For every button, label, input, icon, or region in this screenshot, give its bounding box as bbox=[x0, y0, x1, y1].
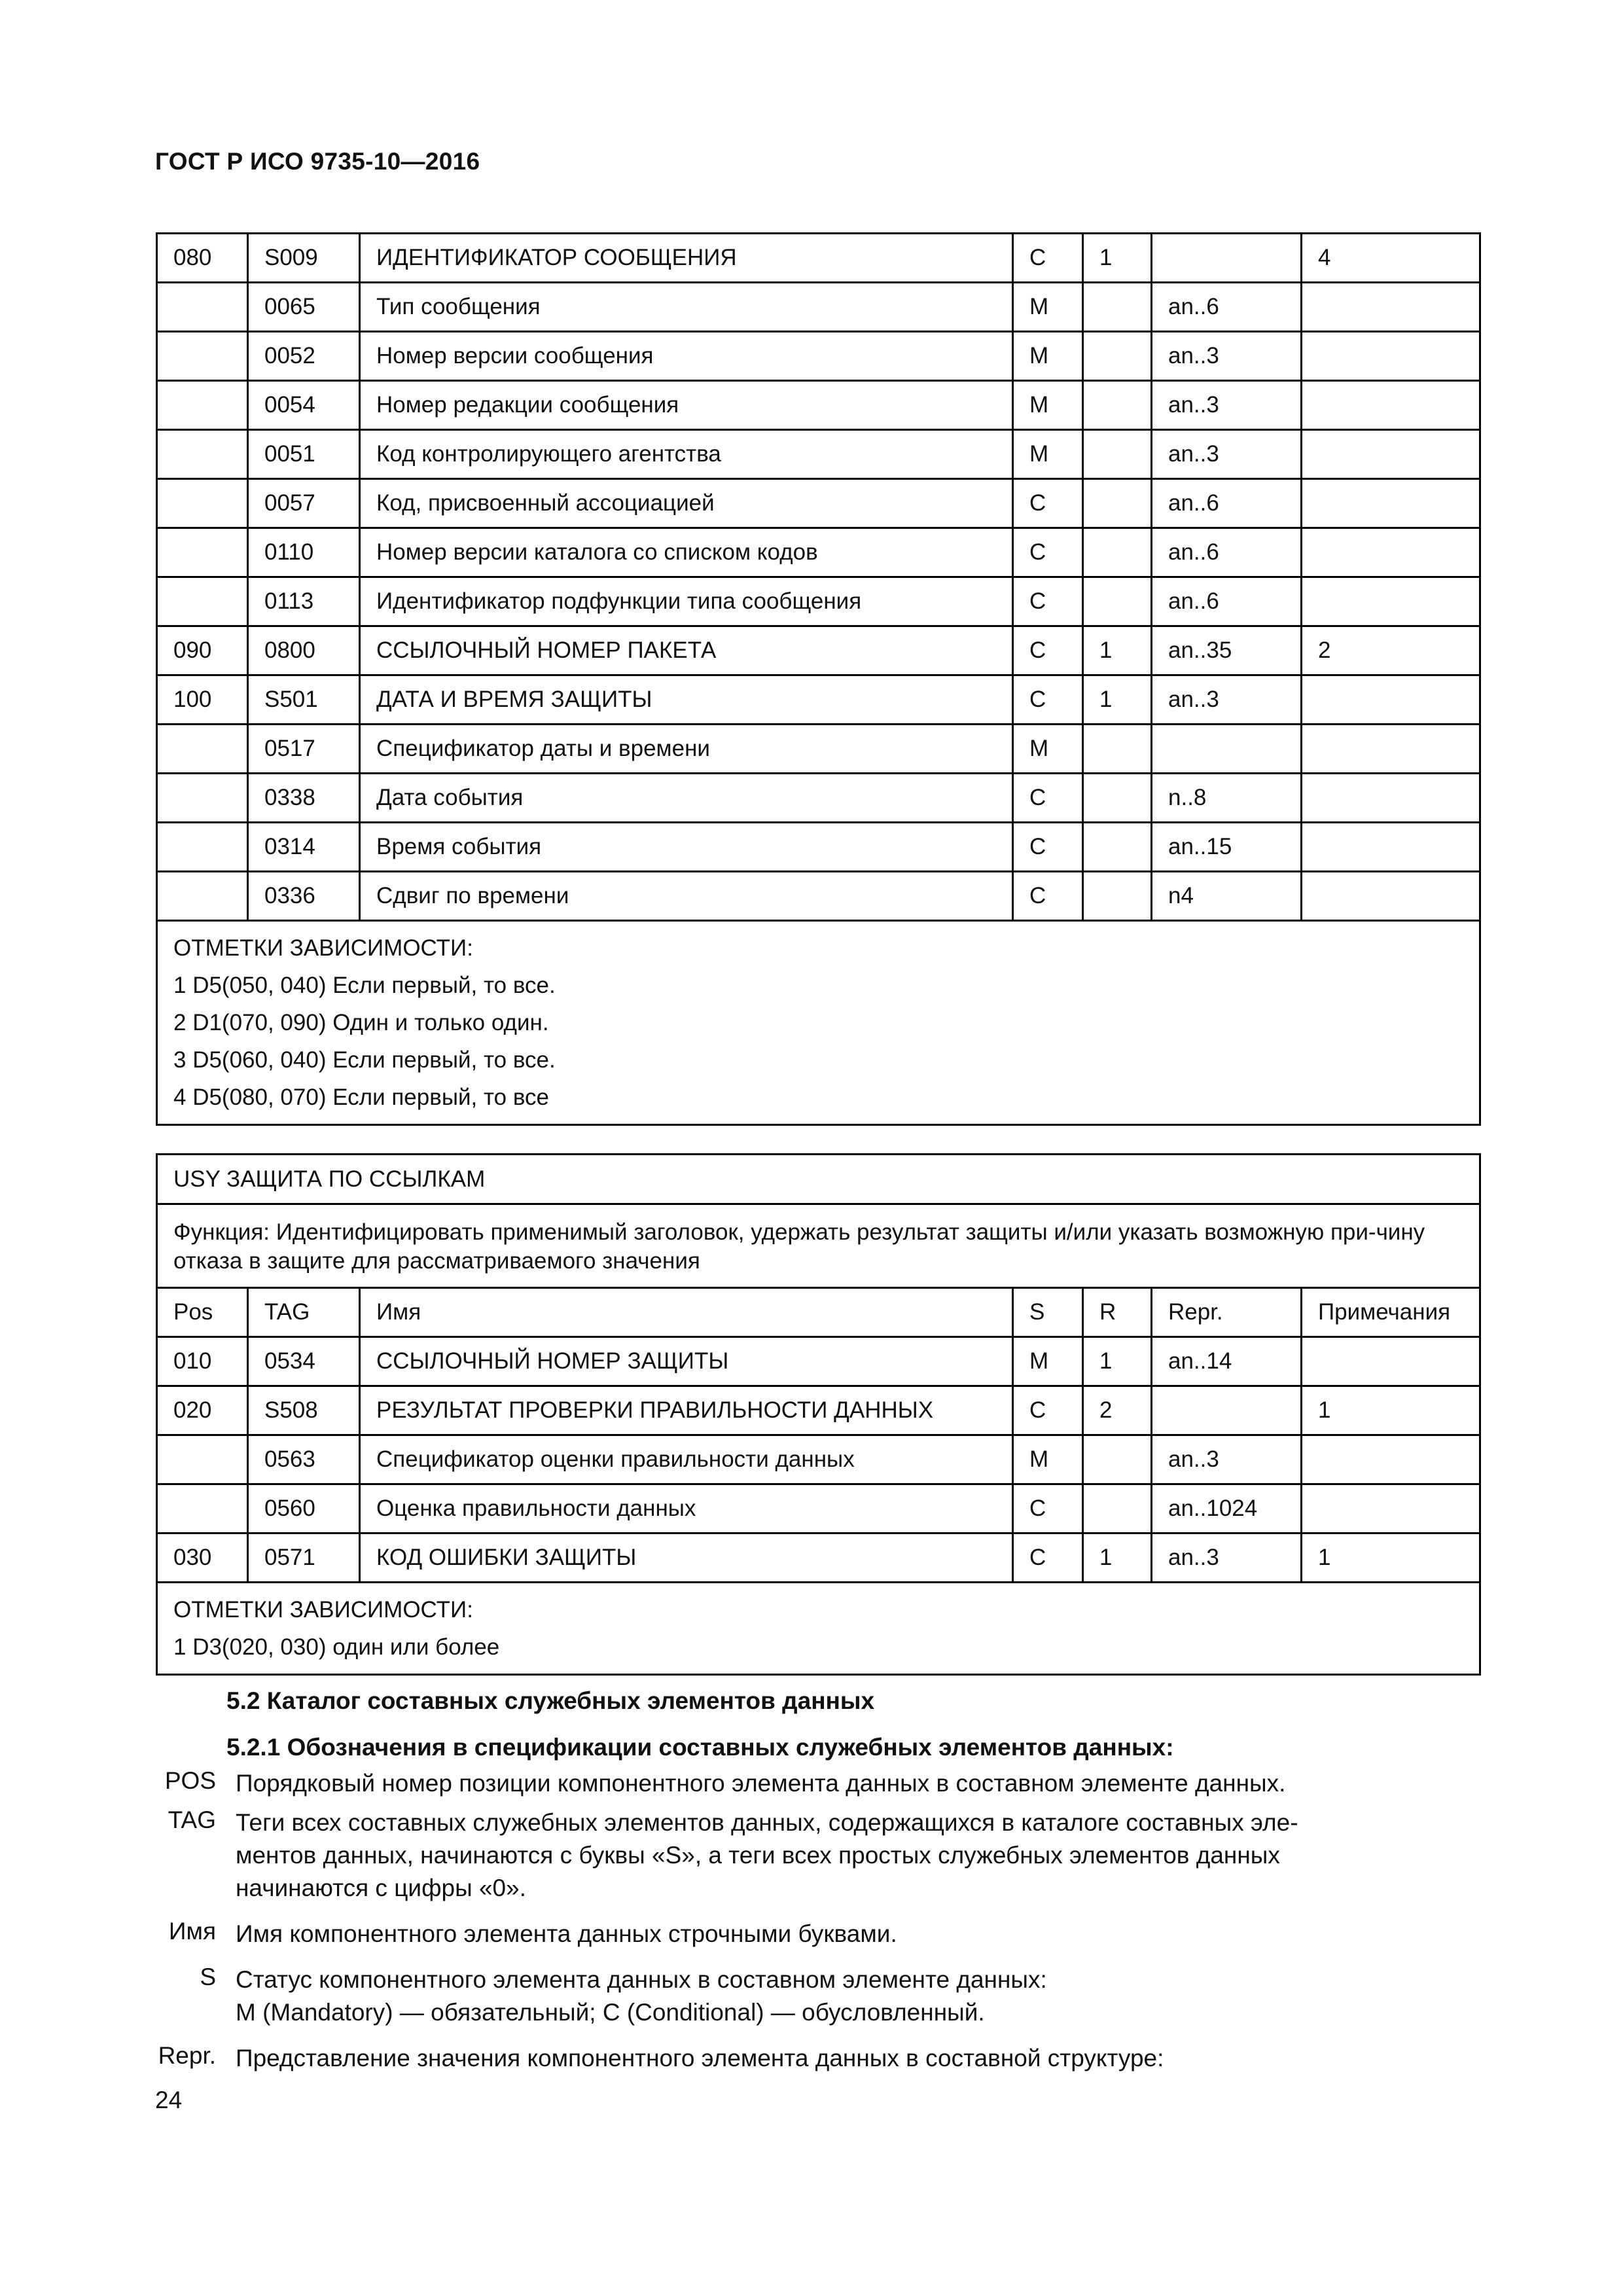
table-cell: S508 bbox=[248, 1386, 360, 1435]
table-cell: n..8 bbox=[1152, 774, 1302, 823]
table-row bbox=[157, 528, 1480, 577]
table-cell: M bbox=[1013, 1435, 1083, 1484]
table-cell bbox=[1152, 234, 1302, 283]
definition-text bbox=[236, 2042, 1486, 2075]
table-cell: Код контролирующего агентства bbox=[360, 430, 1013, 479]
definition-term: POS bbox=[164, 1767, 216, 1794]
table-cell: 0065 bbox=[248, 283, 360, 332]
table-cell bbox=[157, 1484, 248, 1534]
table-cell: C bbox=[1013, 626, 1083, 675]
table-cell: 0051 bbox=[248, 430, 360, 479]
table-cell: Спецификатор даты и времени bbox=[360, 725, 1013, 774]
table-cell: 010 bbox=[157, 1337, 248, 1386]
table-cell: 0314 bbox=[248, 823, 360, 872]
table-cell: Спецификатор оценки правильности данных bbox=[360, 1435, 1013, 1484]
table-cell: 0054 bbox=[248, 381, 360, 430]
table-cell: 1 bbox=[1083, 1534, 1152, 1583]
table-cell: 1 bbox=[1083, 675, 1152, 725]
table-cell: S501 bbox=[248, 675, 360, 725]
table-cell: C bbox=[1013, 774, 1083, 823]
table-cell bbox=[1302, 430, 1480, 479]
table-cell bbox=[1083, 1484, 1152, 1534]
table-cell bbox=[1302, 528, 1480, 577]
table-cell bbox=[1083, 528, 1152, 577]
definition-text bbox=[236, 1767, 1486, 1800]
table-cell: 1 bbox=[1302, 1386, 1480, 1435]
table-cell: C bbox=[1013, 1386, 1083, 1435]
table-cell bbox=[157, 823, 248, 872]
table-cell: 0110 bbox=[248, 528, 360, 577]
table-cell: an..35 bbox=[1152, 626, 1302, 675]
table-cell bbox=[1302, 381, 1480, 430]
table-cell: ССЫЛОЧНЫЙ НОМЕР ПАКЕТА bbox=[360, 626, 1013, 675]
header-row bbox=[157, 1288, 1480, 1337]
table-cell bbox=[157, 430, 248, 479]
table-row bbox=[157, 725, 1480, 774]
table-cell: M bbox=[1013, 283, 1083, 332]
table-row bbox=[157, 479, 1480, 528]
table-cell: 030 bbox=[157, 1534, 248, 1583]
table-cell bbox=[1302, 823, 1480, 872]
table-cell: M bbox=[1013, 430, 1083, 479]
table-cell bbox=[1302, 479, 1480, 528]
table-cell: Дата события bbox=[360, 774, 1013, 823]
column-header: Repr. bbox=[1152, 1288, 1302, 1337]
section-heading: 5.2 Каталог составных служебных элементов данных bbox=[226, 1687, 875, 1714]
table-cell: 1 bbox=[1083, 626, 1152, 675]
table-cell: 0571 bbox=[248, 1534, 360, 1583]
table-cell: 080 bbox=[157, 234, 248, 283]
table-cell bbox=[1302, 675, 1480, 725]
table-cell bbox=[1083, 430, 1152, 479]
definition-text bbox=[236, 1918, 1486, 1950]
table-cell bbox=[157, 577, 248, 626]
table-cell: РЕЗУЛЬТАТ ПРОВЕРКИ ПРАВИЛЬНОСТИ ДАННЫХ bbox=[360, 1386, 1013, 1435]
table-cell bbox=[1083, 332, 1152, 381]
table-cell: 0057 bbox=[248, 479, 360, 528]
table-cell: M bbox=[1013, 381, 1083, 430]
table-row bbox=[157, 1484, 1480, 1534]
table-cell bbox=[1302, 1484, 1480, 1534]
table-row bbox=[157, 1337, 1480, 1386]
column-header: S bbox=[1013, 1288, 1083, 1337]
table-row bbox=[157, 1386, 1480, 1435]
table-cell: an..15 bbox=[1152, 823, 1302, 872]
table-row bbox=[157, 823, 1480, 872]
table-row bbox=[157, 1435, 1480, 1484]
table-cell: 4 bbox=[1302, 234, 1480, 283]
note-line: 4 D5(080, 070) Если первый, то все bbox=[173, 1085, 549, 1110]
table-cell: Идентификатор подфункции типа сообщения bbox=[360, 577, 1013, 626]
table-cell: 0800 bbox=[248, 626, 360, 675]
note-line: ОТМЕТКИ ЗАВИСИМОСТИ: bbox=[173, 935, 473, 961]
table-cell bbox=[1302, 774, 1480, 823]
table-cell: Код, присвоенный ассоциацией bbox=[360, 479, 1013, 528]
table-cell bbox=[1083, 823, 1152, 872]
table-cell: an..6 bbox=[1152, 577, 1302, 626]
table-cell bbox=[1083, 577, 1152, 626]
note-line: ОТМЕТКИ ЗАВИСИМОСТИ: bbox=[173, 1597, 473, 1623]
table-cell: an..6 bbox=[1152, 528, 1302, 577]
table-cell: 0052 bbox=[248, 332, 360, 381]
table-cell: Оценка правильности данных bbox=[360, 1484, 1013, 1534]
table-row bbox=[157, 1534, 1480, 1583]
note-line: 1 D5(050, 040) Если первый, то все. bbox=[173, 973, 556, 998]
definition-line: Порядковый номер позиции компонентного элемента данных в составном элементе данных. bbox=[236, 1770, 1286, 1797]
table-cell: C bbox=[1013, 528, 1083, 577]
table-cell bbox=[1152, 725, 1302, 774]
table-row bbox=[157, 577, 1480, 626]
segment-title: USY ЗАЩИТА ПО ССЫЛКАМ bbox=[157, 1155, 1480, 1204]
table-cell bbox=[1302, 872, 1480, 921]
table-cell: C bbox=[1013, 479, 1083, 528]
note-line: 3 D5(060, 040) Если первый, то все. bbox=[173, 1047, 556, 1073]
table-cell: 1 bbox=[1083, 1337, 1152, 1386]
table-cell: C bbox=[1013, 234, 1083, 283]
table-cell: an..3 bbox=[1152, 430, 1302, 479]
definition-term: Имя bbox=[168, 1918, 216, 1945]
table-cell: an..3 bbox=[1152, 675, 1302, 725]
table-cell: an..3 bbox=[1152, 1435, 1302, 1484]
table-row bbox=[157, 626, 1480, 675]
segment-table-usy bbox=[156, 1153, 1481, 1676]
definition-line: Статус компонентного элемента данных в составном элементе данных: bbox=[236, 1966, 1047, 1993]
table-row bbox=[157, 430, 1480, 479]
table-cell: 0517 bbox=[248, 725, 360, 774]
table-cell: 1 bbox=[1083, 234, 1152, 283]
table-cell: 0113 bbox=[248, 577, 360, 626]
definition-line: Представление значения компонентного элемента данных в составной структуре: bbox=[236, 2045, 1164, 2072]
table-cell bbox=[1302, 725, 1480, 774]
table-cell: M bbox=[1013, 1337, 1083, 1386]
table-cell: an..3 bbox=[1152, 1534, 1302, 1583]
table-row bbox=[157, 283, 1480, 332]
table-cell bbox=[1302, 332, 1480, 381]
table-row bbox=[157, 774, 1480, 823]
definition-line: начинаются с цифры «0». bbox=[236, 1874, 526, 1901]
dependency-notes bbox=[157, 1583, 1480, 1675]
column-header: Имя bbox=[360, 1288, 1013, 1337]
table-cell: ДАТА И ВРЕМЯ ЗАЩИТЫ bbox=[360, 675, 1013, 725]
table-cell: n4 bbox=[1152, 872, 1302, 921]
table-cell: C bbox=[1013, 1484, 1083, 1534]
table-row bbox=[157, 675, 1480, 725]
table-cell: 1 bbox=[1302, 1534, 1480, 1583]
table-cell: an..14 bbox=[1152, 1337, 1302, 1386]
table-cell: S009 bbox=[248, 234, 360, 283]
table-cell: M bbox=[1013, 725, 1083, 774]
table-cell bbox=[1083, 774, 1152, 823]
definitions-list bbox=[151, 1767, 1486, 2072]
table-cell bbox=[1083, 872, 1152, 921]
table-cell bbox=[157, 774, 248, 823]
table-cell bbox=[1083, 1435, 1152, 1484]
definition-line: Имя компонентного элемента данных строчными буквами. bbox=[236, 1920, 897, 1947]
table-cell: an..1024 bbox=[1152, 1484, 1302, 1534]
table-cell: 0534 bbox=[248, 1337, 360, 1386]
table-cell: 020 bbox=[157, 1386, 248, 1435]
segment-function: Функция: Идентифицировать применимый заголовок, удержать результат защиты и/или указать возможную при-чину отказа в защите для рассматриваемого значения bbox=[157, 1204, 1480, 1288]
table-cell bbox=[157, 528, 248, 577]
note-line: 1 D3(020, 030) один или более bbox=[173, 1634, 500, 1660]
table-cell bbox=[157, 725, 248, 774]
table-cell: 0560 bbox=[248, 1484, 360, 1534]
definition-line: M (Mandatory) — обязательный; C (Conditional) — обусловленный. bbox=[236, 1999, 985, 2026]
table-cell bbox=[157, 332, 248, 381]
table-cell: 2 bbox=[1083, 1386, 1152, 1435]
table-cell: an..6 bbox=[1152, 283, 1302, 332]
table-cell: an..3 bbox=[1152, 381, 1302, 430]
table-cell: 100 bbox=[157, 675, 248, 725]
table-cell: C bbox=[1013, 1534, 1083, 1583]
table-cell: ССЫЛОЧНЫЙ НОМЕР ЗАЩИТЫ bbox=[360, 1337, 1013, 1386]
table-cell: C bbox=[1013, 872, 1083, 921]
table-cell bbox=[1302, 1337, 1480, 1386]
table-row bbox=[157, 332, 1480, 381]
table-cell: 2 bbox=[1302, 626, 1480, 675]
column-header: Pos bbox=[157, 1288, 248, 1337]
page-number: 24 bbox=[155, 2087, 183, 2113]
table-cell: C bbox=[1013, 577, 1083, 626]
table-cell: 090 bbox=[157, 626, 248, 675]
table-cell bbox=[1083, 381, 1152, 430]
table-cell: C bbox=[1013, 823, 1083, 872]
table-row bbox=[157, 234, 1480, 283]
definition-term: Repr. bbox=[158, 2042, 216, 2069]
table-cell: ИДЕНТИФИКАТОР СООБЩЕНИЯ bbox=[360, 234, 1013, 283]
segment-table-1 bbox=[156, 232, 1481, 1126]
dependency-notes bbox=[157, 921, 1480, 1125]
note-line: 2 D1(070, 090) Один и только один. bbox=[173, 1010, 549, 1035]
definition-text bbox=[236, 1964, 1486, 2029]
table-cell: M bbox=[1013, 332, 1083, 381]
table-cell: КОД ОШИБКИ ЗАЩИТЫ bbox=[360, 1534, 1013, 1583]
table-cell: an..3 bbox=[1152, 332, 1302, 381]
table-cell: Номер редакции сообщения bbox=[360, 381, 1013, 430]
table-cell: C bbox=[1013, 675, 1083, 725]
table-cell: Тип сообщения bbox=[360, 283, 1013, 332]
table-cell: 0563 bbox=[248, 1435, 360, 1484]
column-header: Примечания bbox=[1302, 1288, 1480, 1337]
definition-text bbox=[236, 1806, 1486, 1905]
table-cell bbox=[157, 479, 248, 528]
table-cell: Номер версии каталога со списком кодов bbox=[360, 528, 1013, 577]
table-cell bbox=[1302, 577, 1480, 626]
definition-term: TAG bbox=[168, 1806, 216, 1833]
table-cell bbox=[157, 872, 248, 921]
table-cell: 0336 bbox=[248, 872, 360, 921]
column-header: R bbox=[1083, 1288, 1152, 1337]
table-cell bbox=[157, 283, 248, 332]
table-cell: Время события bbox=[360, 823, 1013, 872]
table-row bbox=[157, 381, 1480, 430]
table-cell bbox=[1083, 283, 1152, 332]
table-cell: Сдвиг по времени bbox=[360, 872, 1013, 921]
table-cell bbox=[1152, 1386, 1302, 1435]
table-cell bbox=[1083, 725, 1152, 774]
table-cell: 0338 bbox=[248, 774, 360, 823]
table-cell bbox=[157, 381, 248, 430]
table-cell bbox=[1302, 283, 1480, 332]
table-cell bbox=[157, 1435, 248, 1484]
subsection-heading: 5.2.1 Обозначения в спецификации составных служебных элементов данных: bbox=[226, 1734, 1174, 1761]
table-cell: Номер версии сообщения bbox=[360, 332, 1013, 381]
definition-line: ментов данных, начинаются с буквы «S», а теги всех простых служебных элементов данных bbox=[236, 1842, 1280, 1869]
definition-line: Теги всех составных служебных элементов данных, содержащихся в каталоге составных эле- bbox=[236, 1809, 1298, 1836]
table-cell bbox=[1302, 1435, 1480, 1484]
table-cell bbox=[1083, 479, 1152, 528]
table-cell: an..6 bbox=[1152, 479, 1302, 528]
document-header: ГОСТ Р ИСО 9735-10—2016 bbox=[155, 148, 480, 175]
table-row bbox=[157, 872, 1480, 921]
column-header: TAG bbox=[248, 1288, 360, 1337]
definition-term: S bbox=[200, 1964, 216, 1990]
